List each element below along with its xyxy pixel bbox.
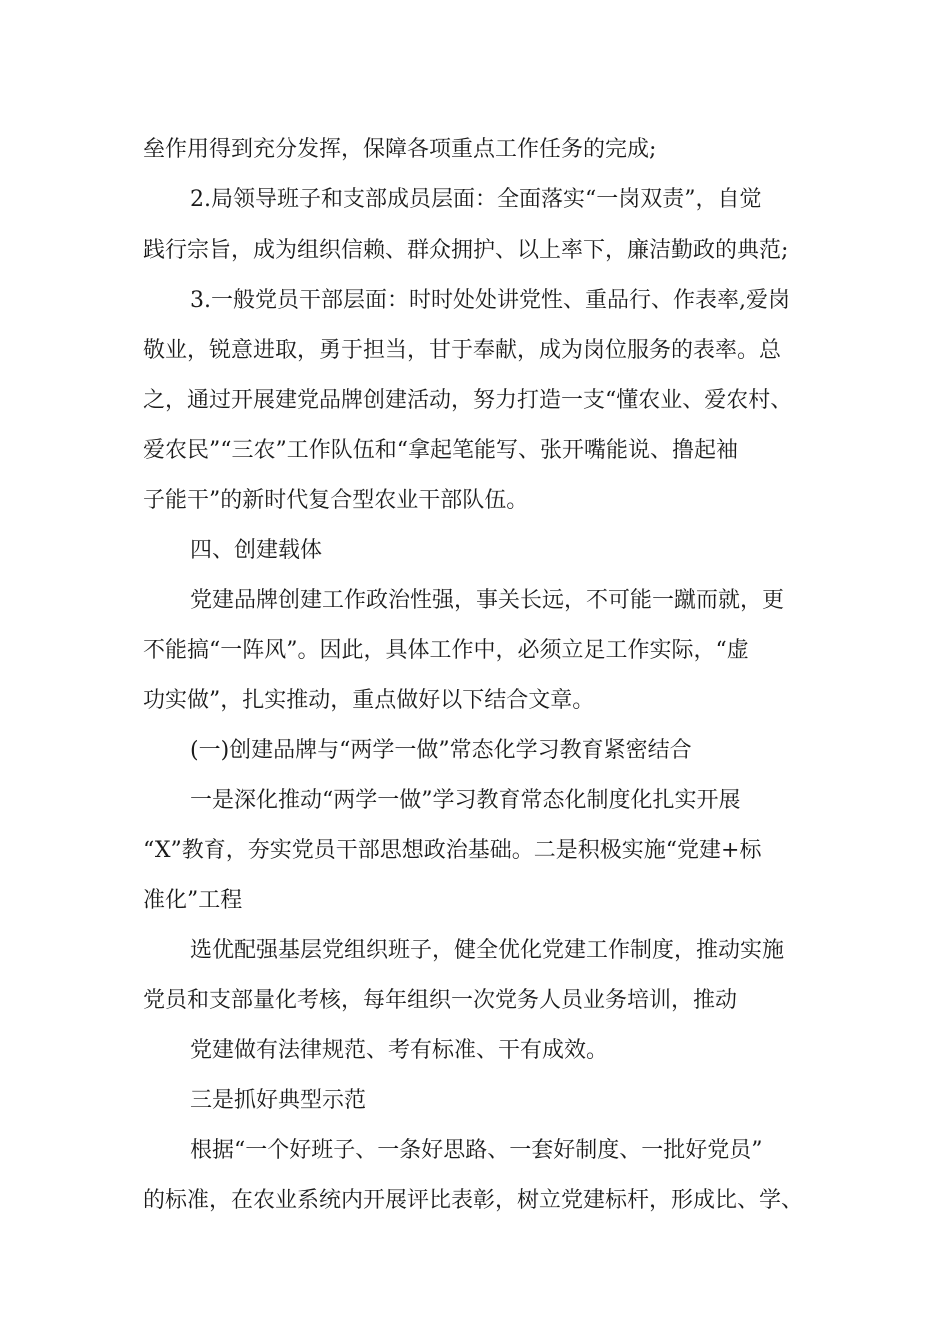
text-line: 功实做”，扎实推动，重点做好以下结合文章。 xyxy=(143,688,595,713)
text-line: 党员和支部量化考核，每年组织一次党务人员业务培训，推动 xyxy=(143,988,738,1013)
text-line: 党建做有法律规范、考有标准、干有成效。 xyxy=(190,1038,609,1063)
text-line: 准化”工程 xyxy=(143,888,243,913)
text-line: 爱农民”“三农”工作队伍和“拿起笔能写、张开嘴能说、撸起袖 xyxy=(143,438,738,463)
text-line: 选优配强基层党组织班子，健全优化党建工作制度，推动实施 xyxy=(190,938,785,963)
text-line: 党建品牌创建工作政治性强，事关长远，不可能一蹴而就，更 xyxy=(190,588,785,613)
subsection-heading: (一)创建品牌与“两学一做”常态化学习教育紧密结合 xyxy=(190,738,692,763)
section-heading: 四、创建载体 xyxy=(190,538,323,563)
text-line: 一是深化推动“两学一做”学习教育常态化制度化扎实开展 xyxy=(190,788,741,813)
text-line: “X”教育，夯实党员干部思想政治基础。二是积极实施“党建+标 xyxy=(143,838,762,863)
text-line: 子能干”的新时代复合型农业干部队伍。 xyxy=(143,488,529,513)
text-line: 三是抓好典型示范 xyxy=(190,1088,367,1113)
text-line: 3.一般党员干部层面：时时处处讲党性、重品行、作表率,爱岗 xyxy=(190,288,790,313)
text-line: 垒作用得到充分发挥，保障各项重点工作任务的完成; xyxy=(143,137,657,162)
text-line: 不能搞“一阵风”。因此，具体工作中，必须立足工作实际，“虚 xyxy=(143,638,749,663)
text-line: 敬业，锐意进取，勇于担当，甘于奉献，成为岗位服务的表率。总 xyxy=(143,338,782,363)
text-line: 2.局领导班子和支部成员层面：全面落实“一岗双责”，自觉 xyxy=(190,187,762,212)
text-line: 之，通过开展建党品牌创建活动，努力打造一支“懂农业、爱农村、 xyxy=(143,388,793,413)
text-line: 的标准，在农业系统内开展评比表彰，树立党建标杆，形成比、学、 xyxy=(143,1188,804,1213)
text-line: 践行宗旨，成为组织信赖、群众拥护、以上率下，廉洁勤政的典范; xyxy=(143,238,789,263)
text-line: 根据“一个好班子、一条好思路、一套好制度、一批好党员” xyxy=(190,1138,763,1163)
